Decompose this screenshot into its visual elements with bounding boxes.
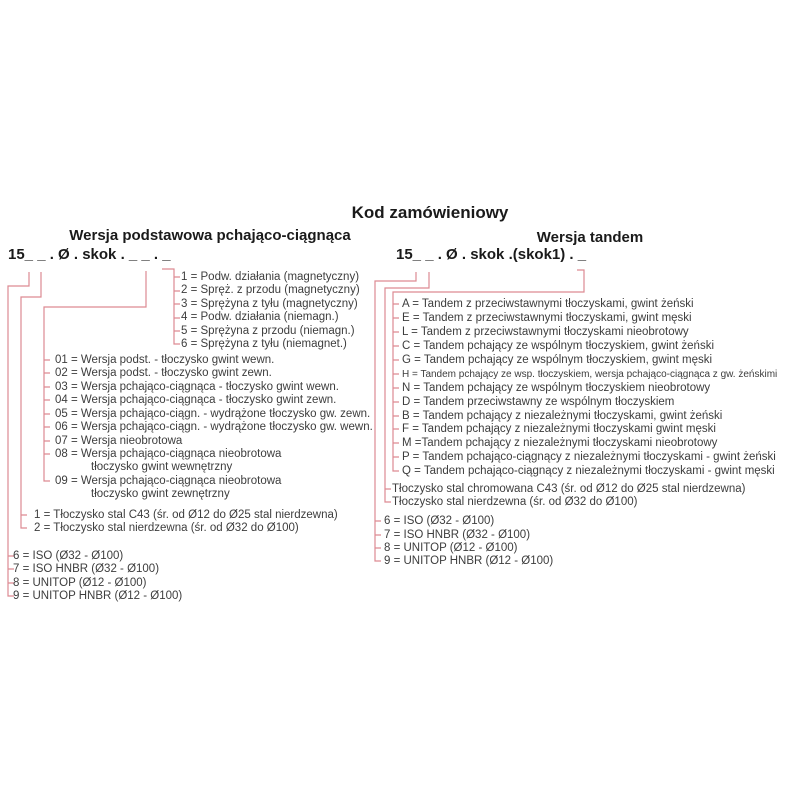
list-item: H = Tandem pchający ze wsp. tłoczyskiem, wersja pchająco-ciągnąca z gw. żeńskimi <box>402 369 778 380</box>
list-item: 02 = Wersja podst. - tłoczysko gwint zewn. <box>55 367 272 379</box>
list-item: 08 = Wersja pchająco-ciągnąca nieobrotowa <box>55 448 282 460</box>
list-item: 3 = Sprężyna z tyłu (magnetyczny) <box>181 298 358 310</box>
left-section-header: Wersja podstawowa pchająco-ciągnąca <box>69 227 351 244</box>
list-item: 4 = Podw. działania (niemagn.) <box>181 311 339 323</box>
list-item: A = Tandem z przeciwstawnymi tłoczyskami, gwint żeński <box>402 298 694 310</box>
page-title: Kod zamówieniowy <box>351 203 509 222</box>
list-item: E = Tandem z przeciwstawnymi tłoczyskami, gwint męski <box>402 312 692 324</box>
list-item: N = Tandem pchający ze wspólnym tłoczyskiem nieobrotowy <box>402 382 711 394</box>
list-item: 05 = Wersja pchająco-ciągn. - wydrążone tłoczysko gw. zewn. <box>55 408 371 420</box>
list-item: 09 = Wersja pchająco-ciągnąca nieobrotowa <box>55 475 282 487</box>
list-item: D = Tandem przeciwstawny ze wspólnym tłoczyskiem <box>402 396 675 408</box>
list-item: B = Tandem pchający z niezależnymi tłoczyskami, gwint żeński <box>402 410 723 422</box>
list-item: 9 = UNITOP HNBR (Ø12 - Ø100) <box>384 555 554 567</box>
list-item: 6 = ISO (Ø32 - Ø100) <box>384 515 495 527</box>
list-item: 7 = ISO HNBR (Ø32 - Ø100) <box>13 563 160 575</box>
list-item: P = Tandem pchająco-ciągnący z niezależnymi tłoczyskami - gwint żeński <box>402 451 776 463</box>
right-section-header: Wersja tandem <box>536 229 644 246</box>
list-item: 1 = Podw. działania (magnetyczny) <box>181 271 360 283</box>
list-item: 7 = ISO HNBR (Ø32 - Ø100) <box>384 529 531 541</box>
list-item: F = Tandem pchający z niezależnymi tłoczyskami gwint męski <box>402 423 716 435</box>
list-item: G = Tandem pchający ze wspólnym tłoczyskiem, gwint męski <box>402 354 713 366</box>
list-item: 8 = UNITOP (Ø12 - Ø100) <box>13 577 147 589</box>
right-order-code: 15_ _ . Ø . skok .(skok1) . _ <box>396 246 587 263</box>
list-item: 5 = Sprężyna z przodu (niemagn.) <box>181 325 355 337</box>
list-item: C = Tandem pchający ze wspólnym tłoczyskiem, gwint żeński <box>402 340 715 352</box>
list-item-continuation: tłoczysko gwint wewnętrzny <box>91 461 233 473</box>
connector-left-seals <box>8 272 29 596</box>
list-item: 06 = Wersja pchająco-ciągn. - wydrążone tłoczysko gw. wewn. <box>55 421 373 433</box>
list-item: Tłoczysko stal chromowana C43 (śr. od Ø12 do Ø25 stal nierdzewna) <box>392 483 746 495</box>
list-item: 9 = UNITOP HNBR (Ø12 - Ø100) <box>13 590 183 602</box>
list-item: 07 = Wersja nieobrotowa <box>55 435 183 447</box>
list-item: 8 = UNITOP (Ø12 - Ø100) <box>384 542 518 554</box>
list-item: 01 = Wersja podst. - tłoczysko gwint wewn. <box>55 354 275 366</box>
list-item: L = Tandem z przeciwstawnymi tłoczyskami nieobrotowy <box>402 326 689 338</box>
list-item: 1 = Tłoczysko stal C43 (śr. od Ø12 do Ø25 stal nierdzewna) <box>34 509 338 521</box>
list-item: 6 = ISO (Ø32 - Ø100) <box>13 550 124 562</box>
list-item: 2 = Tłoczysko stal nierdzewna (śr. od Ø32 do Ø100) <box>34 522 299 534</box>
list-item: Q = Tandem pchająco-ciągnący z niezależnymi tłoczyskami - gwint męski <box>402 465 775 477</box>
list-item: 03 = Wersja pchająco-ciągnąca - tłoczysko gwint wewn. <box>55 381 339 393</box>
list-item: 6 = Sprężyna z tyłu (niemagnet.) <box>181 338 347 350</box>
connector-left-actions <box>162 269 180 344</box>
list-item-continuation: tłoczysko gwint zewnętrzny <box>91 488 230 500</box>
list-item: 2 = Spręż. z przodu (magnetyczny) <box>181 284 360 296</box>
list-item: Tłoczysko stal nierdzewna (śr. od Ø32 do Ø100) <box>392 496 638 508</box>
list-item: M =Tandem pchający z niezależnymi tłoczyskami nieobrotowy <box>402 437 718 449</box>
connector-left-rod <box>21 272 41 528</box>
left-order-code: 15_ _ . Ø . skok . _ _ . _ <box>8 246 171 263</box>
list-item: 04 = Wersja pchająco-ciągnąca - tłoczysko gwint zewn. <box>55 394 337 406</box>
